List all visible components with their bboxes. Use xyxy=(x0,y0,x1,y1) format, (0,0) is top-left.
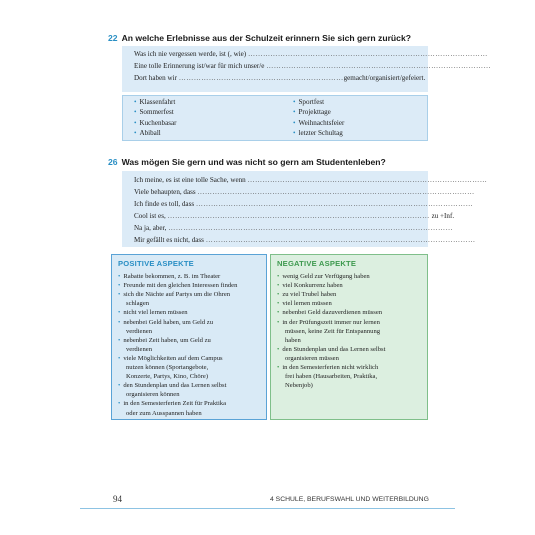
fill-dots: ………………………………………………………………………………………………… xyxy=(197,188,475,196)
bullet-icon: • xyxy=(118,318,121,326)
phrase-tail: gemacht/organisiert/gefeiert. xyxy=(343,74,426,82)
list-item: • Klassenfahrt xyxy=(134,98,176,106)
question-number: 22 xyxy=(108,33,118,43)
fill-dots: ……………………………………………………………………………… xyxy=(266,62,492,70)
bullet-icon: • xyxy=(134,108,137,117)
fill-dots: ……………………………………………………………………………………………… xyxy=(205,236,476,244)
aspect-item xyxy=(112,318,262,336)
aspect-item xyxy=(112,281,262,290)
aspect-text: müssen, keine Zeit für Entspannung xyxy=(285,327,381,335)
bullet-icon: • xyxy=(118,354,121,362)
phrase-line xyxy=(134,62,492,70)
aspect-text: in der Prüfungszeit immer nur lernen xyxy=(282,318,380,326)
bullet-icon: • xyxy=(118,291,121,299)
aspect-item xyxy=(112,290,262,308)
phrase-text: Mir gefällt es nicht, dass xyxy=(134,236,204,244)
aspect-text: viel Konkurrenz haben xyxy=(282,282,343,290)
aspect-text: organisieren müssen xyxy=(285,354,339,362)
list-item: • Weihnachtsfeier xyxy=(293,118,345,127)
list-item: • letzter Schultag xyxy=(293,129,343,138)
list-item: • Kuchenbasar xyxy=(134,118,177,127)
aspect-text: viele Möglichkeiten auf dem Campus xyxy=(123,354,223,362)
bullet-icon: • xyxy=(118,336,121,344)
phrase-text: Ich meine, es ist eine tolle Sache, wenn xyxy=(134,176,246,184)
bullet-icon: • xyxy=(277,345,280,353)
aspect-text: Rabatte bekommen, z. B. im Theater xyxy=(123,273,221,281)
aspect-item xyxy=(271,318,423,345)
phrase-line xyxy=(134,236,476,244)
aspect-item xyxy=(271,299,423,308)
aspect-item xyxy=(112,272,262,281)
aspect-text: in den Semesterferien nicht wirklich xyxy=(282,364,379,372)
phrase-text: Viele behaupten, dass xyxy=(134,188,196,196)
aspect-text: verdienen xyxy=(126,345,152,353)
list-item: • Sportfest xyxy=(293,98,325,106)
page-number: 94 xyxy=(113,494,122,504)
aspect-item xyxy=(112,399,262,417)
phrase-text: Cool ist es, xyxy=(134,212,166,220)
phrase-text: Was ich nie vergessen werde, ist (, wie) xyxy=(134,50,247,58)
bullet-icon: • xyxy=(277,300,280,308)
aspect-text: verdienen xyxy=(126,327,152,335)
aspect-item xyxy=(271,281,423,290)
fill-dots: …………………………………………………………………………………………………… xyxy=(168,224,453,232)
aspect-text: frei haben (Hausarbeiten, Praktika, xyxy=(285,373,378,381)
question-text: An welche Erlebnisse aus der Schulzeit erinnern Sie sich gern zurück? xyxy=(121,33,411,43)
phrase-text: Dort haben wir xyxy=(134,74,177,82)
phrase-line xyxy=(134,188,475,196)
bullet-icon: • xyxy=(277,282,280,290)
list-item: • Projekttage xyxy=(293,108,331,117)
list-item: • Sommerfest xyxy=(134,108,174,117)
aspect-text: wenig Geld zur Verfügung haben xyxy=(282,273,370,281)
phrase-line xyxy=(134,50,488,58)
vocab-column-1 xyxy=(134,97,177,139)
fill-dots: …………………………………………………………………………………… xyxy=(247,176,488,184)
bullet-icon: • xyxy=(277,318,280,326)
panel-title: POSITIVE ASPEKTE xyxy=(118,259,194,268)
aspect-text: haben xyxy=(285,336,301,344)
bullet-icon: • xyxy=(293,118,296,127)
phrase-line xyxy=(134,212,455,220)
aspect-text: schlagen xyxy=(126,300,150,308)
question-22-heading xyxy=(108,33,411,43)
bullet-icon: • xyxy=(293,129,296,138)
bullet-icon: • xyxy=(118,400,121,408)
aspect-item xyxy=(112,336,262,354)
question-number: 26 xyxy=(108,157,118,167)
aspect-text: sich die Nächte auf Partys um die Ohren xyxy=(123,291,231,299)
aspect-text: oder zum Ausspannen haben xyxy=(126,409,202,417)
bullet-icon: • xyxy=(118,382,121,390)
aspect-text: viel lernen müssen xyxy=(282,300,332,308)
list-item: • Abiball xyxy=(134,129,161,138)
aspect-text: den Stundenplan und das Lernen selbst xyxy=(282,345,386,353)
aspect-text: nutzen können (Sportangebote, xyxy=(126,364,209,372)
aspect-text: nicht viel lernen müssen xyxy=(123,309,188,317)
phrase-tail: zu +Inf. xyxy=(431,212,455,220)
phrase-text: Eine tolle Erinnerung ist/war für mich unser/e xyxy=(134,62,265,70)
fill-dots: ………………………………………………………… xyxy=(178,74,344,82)
fill-dots: ………………………………………………………………………………………………… xyxy=(195,200,474,208)
bullet-icon: • xyxy=(277,309,280,317)
fill-dots: …………………………………………………………………………………… xyxy=(247,50,488,58)
positive-aspects-panel xyxy=(111,254,267,420)
phrase-line xyxy=(134,74,426,82)
aspect-item xyxy=(271,308,423,317)
aspect-text: den Stundenplan und das Lernen selbst xyxy=(123,382,227,390)
footer-rule xyxy=(80,508,455,509)
chapter-title: 4 SCHULE, BERUFSWAHL UND WEITERBILDUNG xyxy=(270,496,429,503)
negative-aspects-panel xyxy=(270,254,428,420)
phrase-text: Na ja, aber, xyxy=(134,224,167,232)
bullet-icon: • xyxy=(134,98,137,106)
bullet-icon: • xyxy=(293,108,296,117)
negative-list xyxy=(271,272,427,390)
phrase-line xyxy=(134,176,488,184)
phrase-line xyxy=(134,224,453,232)
bullet-icon: • xyxy=(134,118,137,127)
aspect-text: Konzerte, Partys, Kino, Chöre) xyxy=(126,373,209,381)
aspect-item xyxy=(271,272,423,281)
aspect-item xyxy=(112,381,262,399)
aspect-item xyxy=(271,363,423,390)
phrase-line xyxy=(134,200,474,208)
aspect-text: in den Semesterferien Zeit für Praktika xyxy=(123,400,227,408)
positive-list xyxy=(112,272,266,418)
fill-dots: …………………………………………………………………………………………… xyxy=(167,212,430,220)
bullet-icon: • xyxy=(277,273,280,281)
aspect-text: Nebenjob) xyxy=(285,382,313,390)
aspect-item xyxy=(112,308,262,317)
aspect-item xyxy=(271,290,423,299)
bullet-icon: • xyxy=(118,282,121,290)
aspect-text: organisieren können xyxy=(126,391,180,399)
aspect-text: nebenbei Geld haben, um Geld zu xyxy=(123,318,214,326)
question-text: Was mögen Sie gern und was nicht so gern am Studentenleben? xyxy=(121,157,386,167)
aspect-text: Freunde mit den gleichen Interessen finden xyxy=(123,282,238,290)
panel-title: NEGATIVE ASPEKTE xyxy=(277,259,357,268)
bullet-icon: • xyxy=(118,309,121,317)
aspect-text: zu viel Trubel haben xyxy=(282,291,337,299)
bullet-icon: • xyxy=(293,98,296,106)
phrase-text: Ich finde es toll, dass xyxy=(134,200,195,208)
bullet-icon: • xyxy=(134,129,137,138)
aspect-text: nebenbei Geld dazuverdienen müssen xyxy=(282,309,383,317)
question-26-heading xyxy=(108,157,386,167)
bullet-icon: • xyxy=(277,291,280,299)
aspect-item xyxy=(112,354,262,381)
aspect-text: nebenbei Zeit haben, um Geld zu xyxy=(123,336,211,344)
aspect-item xyxy=(271,345,423,363)
vocab-column-2 xyxy=(293,97,344,139)
bullet-icon: • xyxy=(118,273,121,281)
bullet-icon: • xyxy=(277,364,280,372)
